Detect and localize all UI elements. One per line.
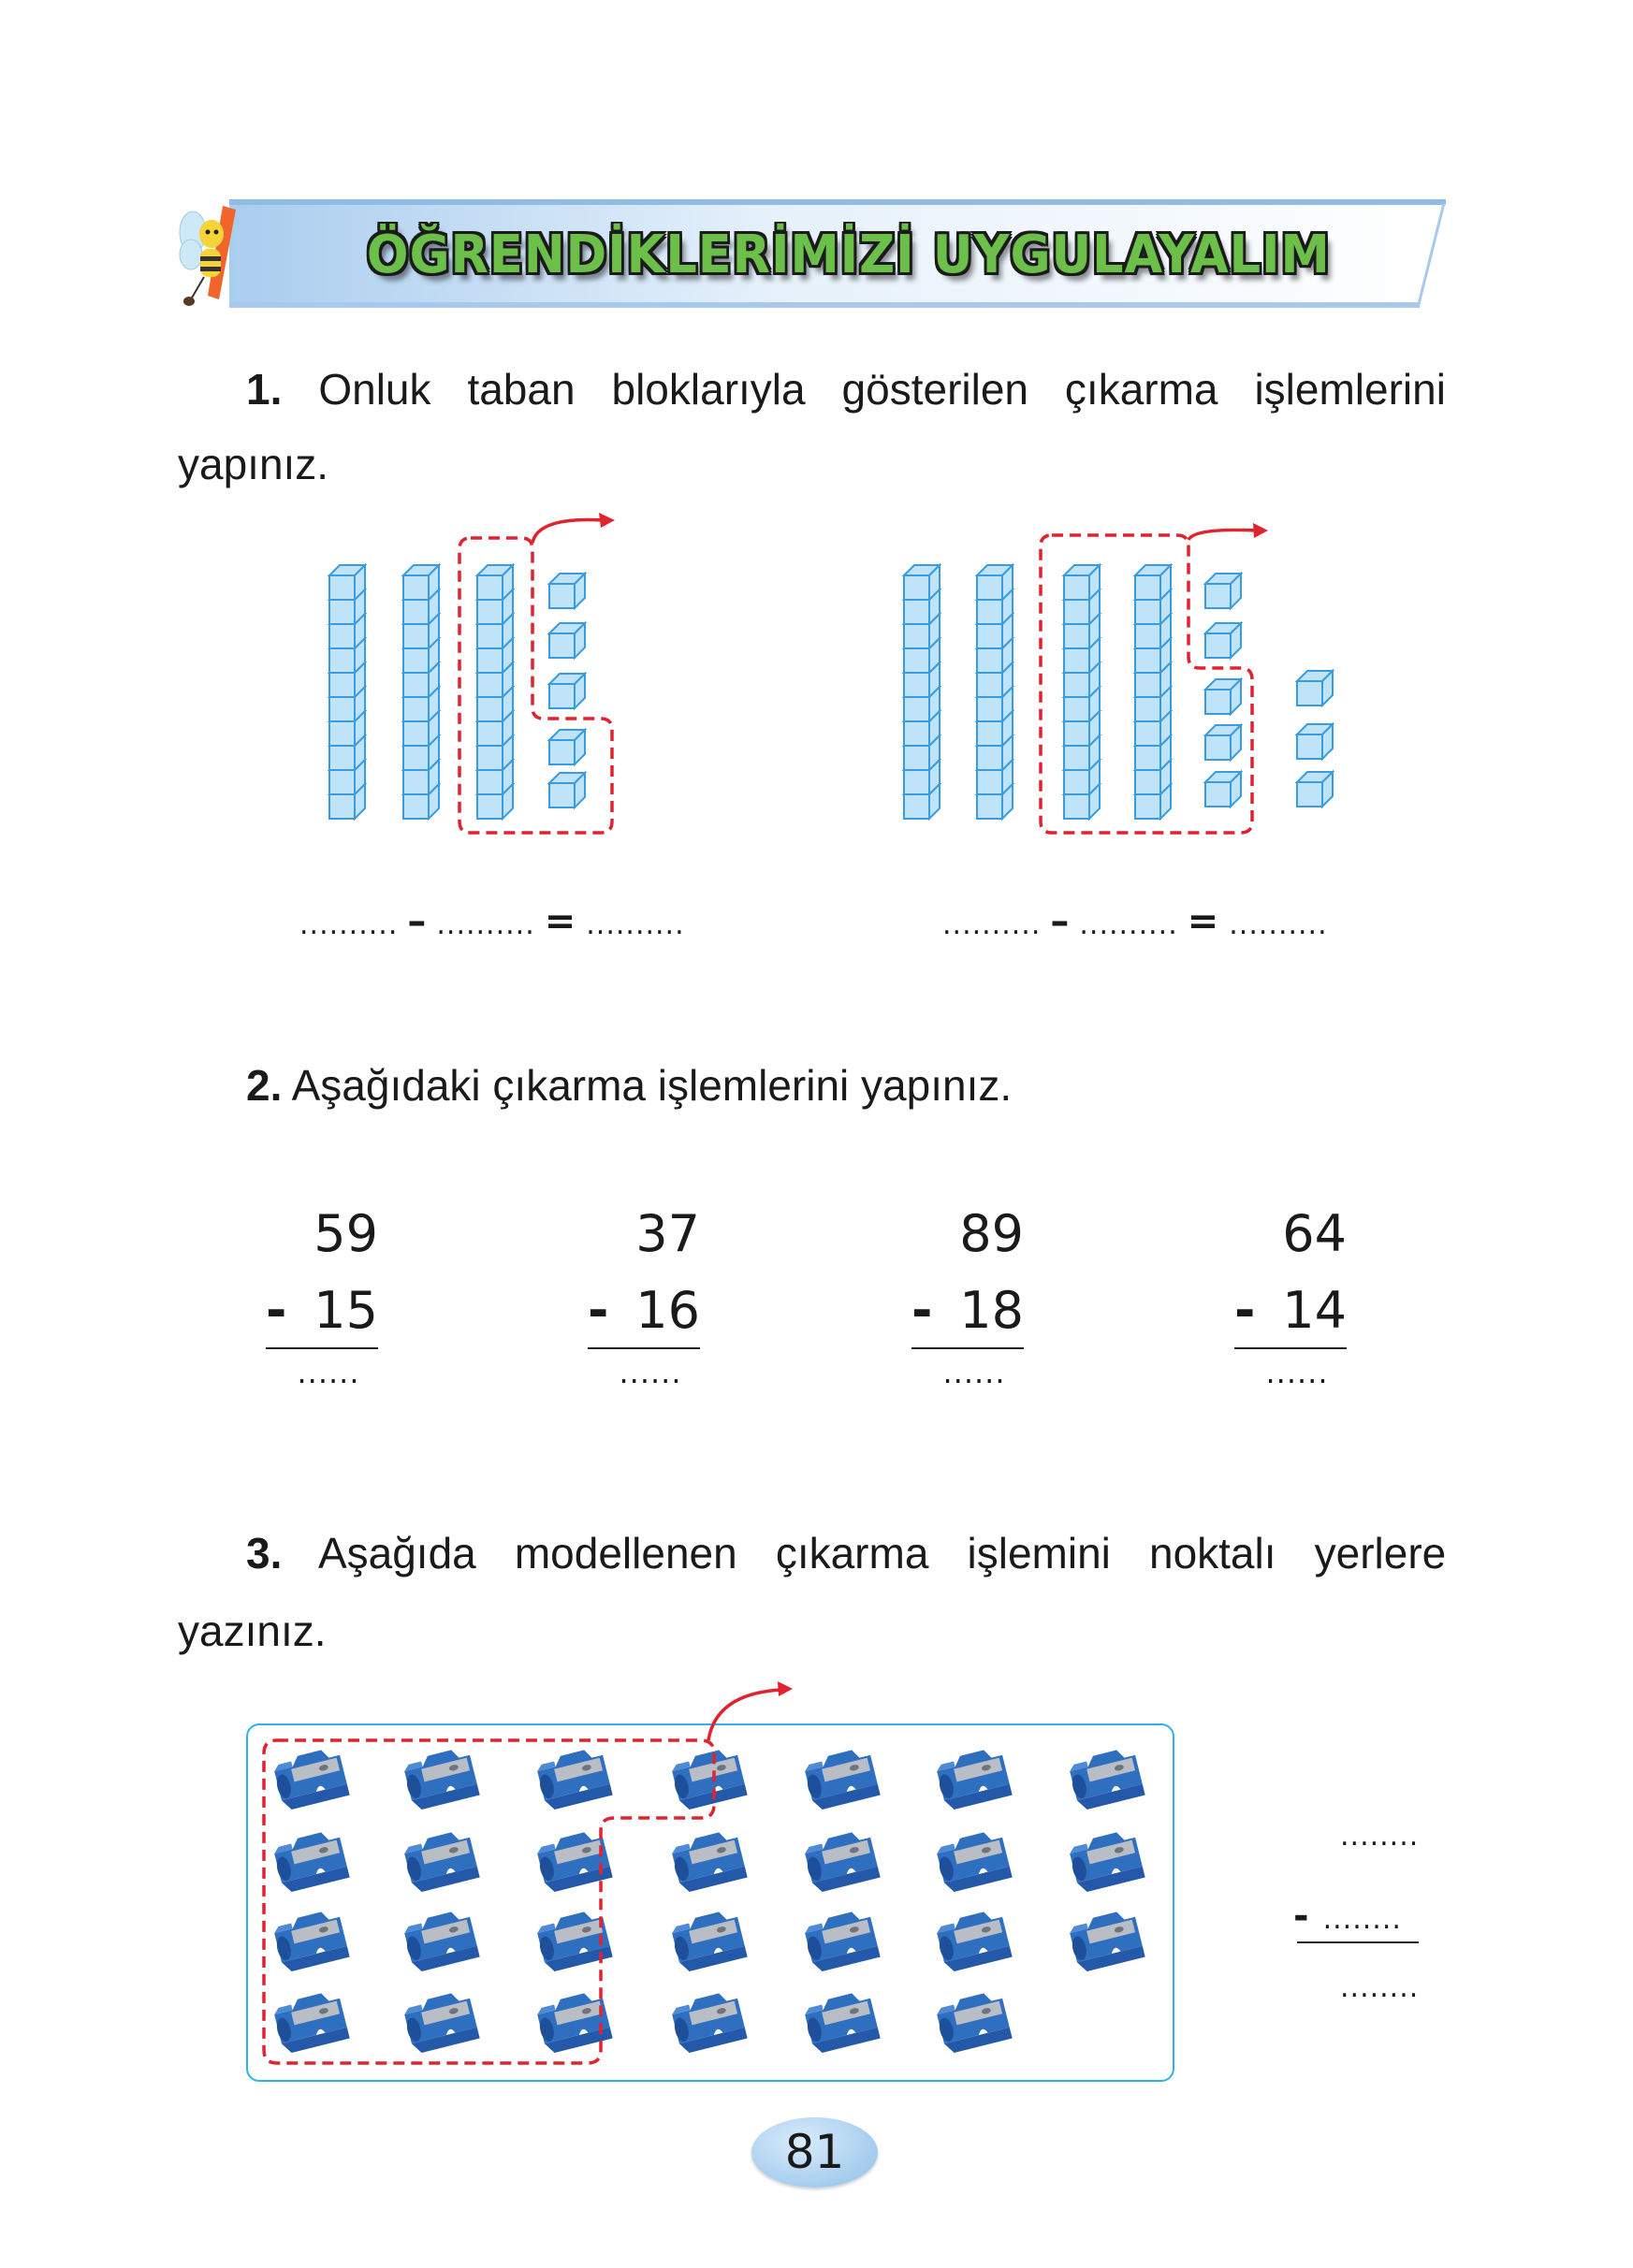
pencil-sharpener-icon (802, 1828, 881, 1894)
pencil-sharpener-icon (401, 1746, 480, 1811)
pencil-sharpener-icon (669, 1989, 748, 2055)
q2-text: Aşağıdaki çıkarma işlemlerini yapınız. (291, 1061, 1013, 1110)
ten-rod (977, 565, 1013, 819)
unit-cube (549, 730, 585, 764)
minuend: 64 (1282, 1204, 1347, 1263)
equals-sign: = (544, 900, 577, 943)
arrowhead-icon (1253, 523, 1268, 538)
unit-cube (1205, 725, 1241, 760)
equation-2 (942, 900, 1328, 943)
unit-cube (549, 773, 585, 807)
arrowhead-icon (778, 1681, 793, 1696)
pencil-sharpener-icon (669, 1746, 748, 1811)
ten-rod (1135, 565, 1171, 819)
subtraction-problem (588, 1196, 700, 1396)
pencil-sharpener-icon (401, 1828, 480, 1894)
subtrahend-row (1234, 1272, 1347, 1349)
equals-sign: = (1187, 900, 1220, 943)
base-ten-model-1 (318, 505, 636, 851)
minus-sign: - (588, 1281, 609, 1340)
unit-cube (1297, 671, 1333, 705)
arrow-curve (1188, 530, 1257, 540)
base-ten-model-2 (880, 505, 1366, 851)
unit-cube (1205, 574, 1241, 608)
q3-result-blank[interactable]: ........ (1340, 1971, 1420, 2004)
sharpener-model (0, 1665, 1217, 2096)
pencil-sharpener-icon (1067, 1746, 1145, 1811)
unit-cube (1297, 772, 1333, 807)
subtraction-problem (1234, 1196, 1347, 1396)
subtrahend-row (911, 1272, 1024, 1349)
pencil-sharpener-icon (934, 1908, 1013, 1973)
unit-cube (1205, 623, 1241, 658)
pencil-sharpener-icon (802, 1989, 881, 2055)
minus-sign: - (911, 1281, 933, 1340)
blank-minuend[interactable]: .......... (299, 909, 399, 941)
ten-rod (477, 565, 513, 819)
pencil-sharpener-icon (669, 1908, 748, 1973)
pencil-sharpener-icon (1067, 1828, 1145, 1894)
pencil-sharpener-icon (271, 1989, 350, 2055)
minus-sign: - (1234, 1281, 1256, 1340)
equation-1 (299, 900, 685, 943)
pencil-sharpener-icon (271, 1746, 350, 1811)
answer-blank[interactable]: ...... (1265, 1355, 1329, 1390)
ten-rod (403, 565, 439, 819)
answer-blank[interactable]: ...... (619, 1355, 682, 1390)
minus-sign: – (1050, 900, 1071, 943)
unit-cube (1205, 679, 1241, 714)
q3-subtrahend-blank[interactable]: ........ (1322, 1903, 1402, 1936)
pencil-sharpener-icon (401, 1908, 480, 1973)
q3-line2: yazınız. (178, 1606, 327, 1655)
blank-result[interactable]: .......... (1229, 909, 1328, 941)
pencil-sharpener-icon (1067, 1908, 1145, 1973)
q1-number: 1. (246, 365, 283, 414)
pencil-sharpener-icon (401, 1989, 480, 2055)
q1-line1 (246, 352, 1446, 427)
minus-sign: - (266, 1281, 287, 1340)
page-number: 81 (751, 2117, 878, 2188)
section-title: ÖĞRENDİKLERİMİZİ UYGULAYALIM (366, 225, 1331, 285)
unit-cube (549, 574, 585, 608)
q3-line1 (246, 1516, 1446, 1591)
blank-subtrahend[interactable]: .......... (1079, 909, 1178, 941)
arrowhead-icon (599, 513, 615, 528)
pencil-sharpener-icon (534, 1746, 613, 1811)
subtrahend: 15 (313, 1281, 378, 1340)
blank-minuend[interactable]: .......... (942, 909, 1042, 941)
subtrahend: 14 (1282, 1281, 1347, 1340)
arrow-curve (532, 520, 604, 544)
subtrahend: 18 (959, 1281, 1024, 1340)
q3-subtrahend-row (1293, 1895, 1402, 1938)
q1-text: Onluk taban bloklarıyla gösterilen çıkarma işlemlerini (318, 365, 1446, 414)
unit-cube (549, 674, 585, 708)
unit-cube (1205, 772, 1241, 807)
pencil-sharpener-icon (802, 1746, 881, 1811)
blank-result[interactable]: .......... (586, 909, 685, 941)
q3-minuend-blank[interactable]: ........ (1340, 1820, 1420, 1853)
sum-line (1297, 1941, 1419, 1943)
subtraction-problem (911, 1196, 1024, 1396)
subtraction-problem (266, 1196, 378, 1396)
subtrahend-row (588, 1272, 700, 1349)
bee-pencil-icon (176, 196, 251, 318)
minuend: 37 (635, 1204, 700, 1263)
ten-rod (1064, 565, 1100, 819)
arrow-curve (708, 1690, 781, 1740)
q2-line (246, 1048, 1012, 1123)
minuend: 89 (959, 1204, 1024, 1263)
ten-rod (329, 565, 365, 819)
answer-blank[interactable]: ...... (942, 1355, 1006, 1390)
q2-number: 2. (246, 1061, 283, 1110)
answer-blank[interactable]: ...... (297, 1355, 360, 1390)
unit-cube (549, 623, 585, 658)
subtrahend: 16 (635, 1281, 700, 1340)
blank-subtrahend[interactable]: .......... (436, 909, 535, 941)
q3-text: Aşağıda modellenen çıkarma işlemini noktalı yerlere (317, 1529, 1447, 1577)
pencil-sharpener-icon (934, 1828, 1013, 1894)
pencil-sharpener-icon (802, 1908, 881, 1973)
ten-rod (904, 565, 940, 819)
subtrahend-row (266, 1272, 378, 1349)
q3-number: 3. (246, 1529, 283, 1577)
minus-sign: – (407, 900, 428, 943)
minuend: 59 (313, 1204, 378, 1263)
pencil-sharpener-icon (669, 1828, 748, 1894)
pencil-sharpener-icon (271, 1908, 350, 1973)
q1-line2: yapınız. (178, 440, 329, 488)
unit-cube (1297, 724, 1333, 759)
pencil-sharpener-icon (934, 1746, 1013, 1811)
pencil-sharpener-icon (934, 1989, 1013, 2055)
minus-sign: - (1293, 1895, 1310, 1938)
pencil-sharpener-icon (271, 1828, 350, 1894)
